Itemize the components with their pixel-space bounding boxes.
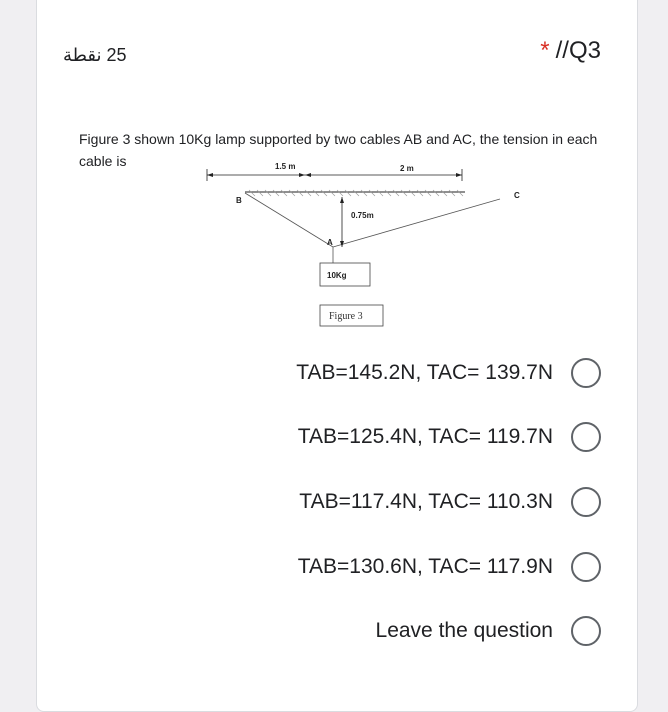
- radio-button[interactable]: [571, 552, 601, 582]
- radio-button[interactable]: [571, 616, 601, 646]
- dim-left-label: 1.5 m: [275, 162, 296, 171]
- ceiling-hatching: [249, 190, 463, 196]
- dim-right-label: 2 m: [400, 164, 414, 173]
- radio-button[interactable]: [571, 487, 601, 517]
- dimension-arrow-up: [340, 197, 344, 203]
- option-2[interactable]: [298, 417, 601, 457]
- point-c-label: C: [514, 191, 520, 200]
- question-header: [37, 0, 639, 123]
- dimension-arrow-right: [456, 173, 462, 177]
- question-title: [540, 37, 601, 65]
- radio-button[interactable]: [571, 358, 601, 388]
- point-b-label: B: [236, 196, 242, 205]
- option-4[interactable]: [298, 547, 601, 587]
- required-marker: *: [540, 37, 550, 64]
- radio-button[interactable]: [571, 422, 601, 452]
- dimension-arrow-mid-right: [305, 173, 311, 177]
- option-3[interactable]: [299, 482, 601, 522]
- option-label: TAB=145.2N, TAC= 139.7N: [296, 361, 553, 384]
- dim-vertical-label: 0.75m: [351, 211, 374, 220]
- option-label: Leave the question: [375, 619, 553, 642]
- dimension-arrow-left: [207, 173, 213, 177]
- cable-ab: [245, 193, 333, 247]
- option-label: TAB=117.4N, TAC= 110.3N: [299, 490, 553, 513]
- figure-svg: [187, 162, 520, 333]
- point-a-label: A: [327, 238, 333, 247]
- cable-ac: [333, 199, 500, 247]
- points-label: 25 نقطة: [63, 45, 127, 65]
- question-text: Figure 3 shown 10Kg lamp supported by two cables AB and AC, the tension in each cable is: [79, 131, 598, 169]
- question-title-text: //Q3: [555, 37, 601, 64]
- option-label: TAB=125.4N, TAC= 119.7N: [297, 425, 553, 448]
- option-1[interactable]: [296, 353, 601, 393]
- dimension-arrow-mid-left: [299, 173, 305, 177]
- option-label: TAB=130.6N, TAC= 117.9N: [297, 555, 553, 578]
- mass-label: 10Kg: [327, 271, 347, 280]
- option-leave[interactable]: [376, 611, 601, 651]
- question-card: [36, 0, 638, 712]
- figure-caption: Figure 3: [329, 311, 363, 322]
- figure-3-diagram: [187, 162, 520, 333]
